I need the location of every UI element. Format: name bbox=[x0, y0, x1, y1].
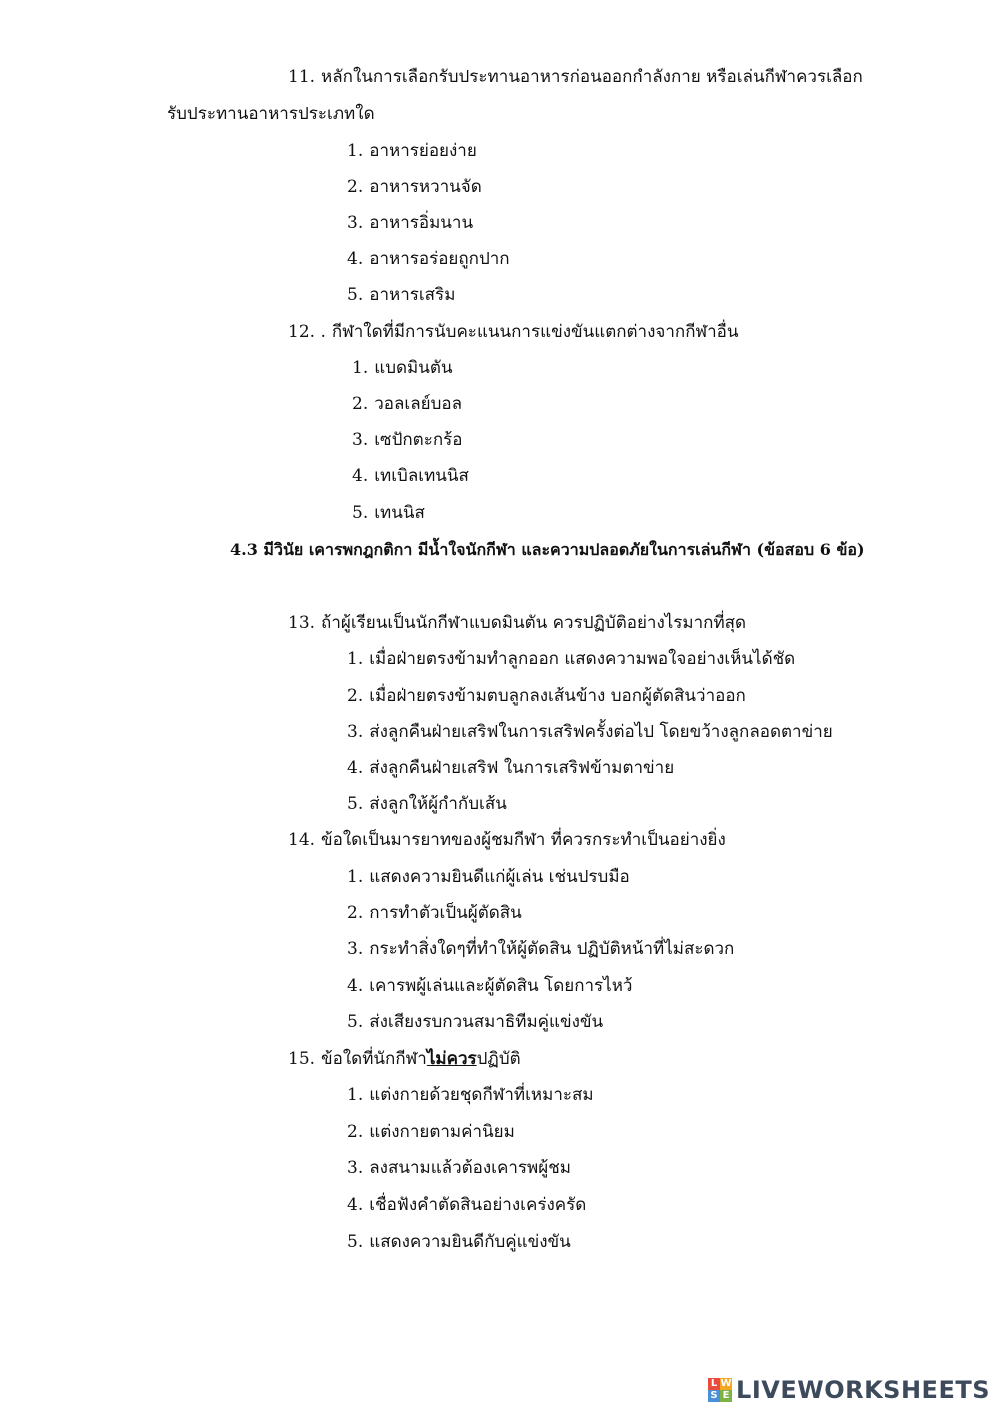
q14-option-5[interactable]: 5. ส่งเสียงรบกวนสมาธิทีมคู่แข่งขัน bbox=[347, 1012, 604, 1032]
question-text: กีฬาใดที่มีการนับคะแนนการแข่งขันแตกต่างจากกีฬาอื่น bbox=[331, 322, 739, 342]
question-14 bbox=[288, 829, 726, 851]
q11-option-1[interactable]: 1. อาหารย่อยง่าย bbox=[347, 141, 477, 161]
question-15 bbox=[288, 1048, 521, 1070]
q12-option-1[interactable]: 1. แบดมินตัน bbox=[352, 358, 453, 378]
q15-option-1[interactable]: 1. แต่งกายด้วยชุดกีฬาที่เหมาะสม bbox=[347, 1085, 594, 1105]
q14-option-4[interactable]: 4. เคารพผู้เล่นและผู้ตัดสิน โดยการไหว้ bbox=[347, 976, 633, 996]
question-number: 13. bbox=[288, 613, 316, 633]
q12-option-3[interactable]: 3. เซปักตะกร้อ bbox=[352, 430, 463, 450]
q12-option-4[interactable]: 4. เทเบิลเทนนิส bbox=[352, 466, 469, 486]
question-number: 12. . bbox=[288, 322, 326, 342]
question-text: ถ้าผู้เรียนเป็นนักกีฬาแบดมินตัน ควรปฏิบัติอย่างไรมากที่สุด bbox=[321, 613, 747, 633]
q13-option-3[interactable]: 3. ส่งลูกคืนฝ่ายเสริฟในการเสริฟครั้งต่อไป โดยขว้างลูกลอดตาข่าย bbox=[347, 722, 833, 742]
question-text-emphasis: ไม่ควร bbox=[426, 1049, 477, 1069]
q15-option-5[interactable]: 5. แสดงความยินดีกับคู่แข่งขัน bbox=[347, 1232, 571, 1252]
question-11-continued: รับประทานอาหารประเภทใด bbox=[167, 104, 375, 124]
question-text-before: ข้อใดที่นักกีฬา bbox=[321, 1049, 427, 1069]
question-text: หลักในการเลือกรับประทานอาหารก่อนออกกำลังกาย หรือเล่นกีฬาควรเลือก bbox=[321, 67, 863, 87]
question-13 bbox=[288, 612, 746, 634]
q15-option-3[interactable]: 3. ลงสนามแล้วต้องเคารพผู้ชม bbox=[347, 1158, 571, 1178]
liveworksheets-logo[interactable] bbox=[708, 1375, 990, 1405]
question-11 bbox=[288, 66, 863, 88]
question-text: ข้อใดเป็นมารยาทของผู้ชมกีฬา ที่ควรกระทำเป็นอย่างยิ่ง bbox=[321, 830, 726, 850]
section-heading: 4.3 มีวินัย เคารพกฎกติกา มีน้ำใจนักกีฬา และความปลอดภัยในการเล่นกีฬา (ข้อสอบ 6 ข้อ) bbox=[230, 540, 865, 559]
q11-option-3[interactable]: 3. อาหารอิ่มนาน bbox=[347, 213, 474, 233]
q13-option-1[interactable]: 1. เมื่อฝ่ายตรงข้ามทำลูกออก แสดงความพอใจอย่างเห็นได้ชัด bbox=[347, 649, 796, 669]
q14-option-3[interactable]: 3. กระทำสิ่งใดๆที่ทำให้ผู้ตัดสิน ปฏิบัติหน้าที่ไม่สะดวก bbox=[347, 939, 735, 959]
question-number: 14. bbox=[288, 830, 316, 850]
question-12 bbox=[288, 321, 739, 343]
q13-option-5[interactable]: 5. ส่งลูกให้ผู้กำกับเส้น bbox=[347, 794, 507, 814]
q15-option-4[interactable]: 4. เชื่อฟังคำตัดสินอย่างเคร่งครัด bbox=[347, 1195, 587, 1215]
q15-option-2[interactable]: 2. แต่งกายตามค่านิยม bbox=[347, 1122, 515, 1142]
q13-option-4[interactable]: 4. ส่งลูกคืนฝ่ายเสริฟ ในการเสริฟข้ามตาข่าย bbox=[347, 758, 675, 778]
liveworksheets-logo-icon: L W S E bbox=[708, 1378, 732, 1402]
q14-option-2[interactable]: 2. การทำตัวเป็นผู้ตัดสิน bbox=[347, 903, 522, 923]
q11-option-4[interactable]: 4. อาหารอร่อยถูกปาก bbox=[347, 249, 510, 269]
q13-option-2[interactable]: 2. เมื่อฝ่ายตรงข้ามตบลูกลงเส้นข้าง บอกผู้ตัดสินว่าออก bbox=[347, 686, 746, 706]
question-number: 11. bbox=[288, 67, 316, 87]
q12-option-5[interactable]: 5. เทนนิส bbox=[352, 503, 425, 523]
q11-option-5[interactable]: 5. อาหารเสริม bbox=[347, 285, 456, 305]
question-text-after: ปฏิบัติ bbox=[476, 1049, 521, 1069]
q12-option-2[interactable]: 2. วอลเลย์บอล bbox=[352, 394, 463, 414]
q11-option-2[interactable]: 2. อาหารหวานจัด bbox=[347, 177, 482, 197]
brand-name: LIVEWORKSHEETS bbox=[736, 1376, 990, 1404]
q14-option-1[interactable]: 1. แสดงความยินดีแก่ผู้เล่น เช่นปรบมือ bbox=[347, 867, 630, 887]
question-number: 15. bbox=[288, 1049, 316, 1069]
